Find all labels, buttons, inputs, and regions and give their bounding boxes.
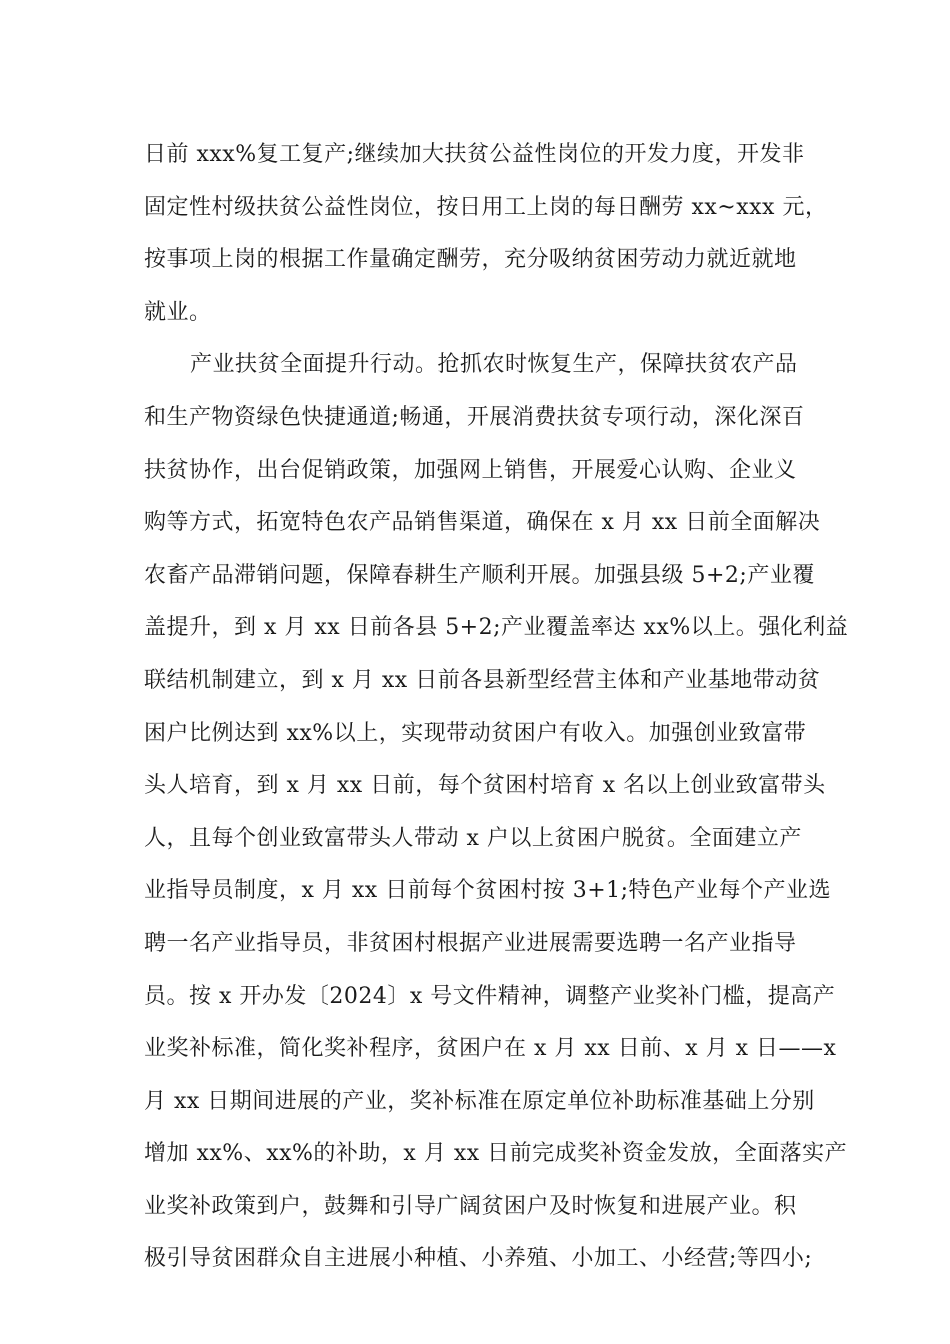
text-line: 头人培育，到 x 月 xx 日前，每个贫困村培育 x 名以上创业致富带头 xyxy=(144,773,826,799)
text-line: 扶贫协作，出台促销政策，加强网上销售，开展爱心认购、企业义 xyxy=(144,457,797,483)
text-line: 产业扶贫全面提升行动。抢抓农时恢复生产，保障扶贫农产品 xyxy=(190,352,798,378)
document-body xyxy=(144,129,849,1286)
text-line: 业奖补政策到户，鼓舞和引导广阔贫困户及时恢复和进展产业。积 xyxy=(144,1193,797,1219)
text-line: 按事项上岗的根据工作量确定酬劳，充分吸纳贫困劳动力就近就地 xyxy=(144,247,797,273)
text-line: 就业。 xyxy=(144,299,212,325)
text-line: 联结机制建立，到 x 月 xx 日前各县新型经营主体和产业基地带动贫 xyxy=(144,667,821,693)
paragraph-2 xyxy=(144,339,849,1286)
text-line: 增加 xx%、xx%的补助，x 月 xx 日前完成奖补资金发放，全面落实产 xyxy=(144,1141,848,1167)
text-line: 员。按 x 开办发〔2024〕x 号文件精神，调整产业奖补门槛，提高产 xyxy=(144,983,836,1009)
text-line: 业奖补标准，简化奖补程序，贫困户在 x 月 xx 日前、x 月 x 日——x xyxy=(144,1036,837,1062)
text-line: 购等方式，拓宽特色农产品销售渠道，确保在 x 月 xx 日前全面解决 xyxy=(144,510,821,536)
paragraph-1 xyxy=(144,129,828,339)
text-line: 极引导贫困群众自主进展小种植、小养殖、小加工、小经营;等四小; xyxy=(144,1246,813,1272)
text-line: 困户比例达到 xx%以上，实现带动贫困户有收入。加强创业致富带 xyxy=(144,720,807,746)
text-line: 固定性村级扶贫公益性岗位，按日用工上岗的每日酬劳 xx~xxx 元， xyxy=(144,194,828,220)
text-line: 日前 xxx%复工复产;继续加大扶贫公益性岗位的开发力度，开发非 xyxy=(144,142,805,167)
text-line: 盖提升，到 x 月 xx 日前各县 5+2;产业覆盖率达 xx%以上。强化利益 xyxy=(144,615,849,641)
text-line: 聘一名产业指导员，非贫困村根据产业进展需要选聘一名产业指导 xyxy=(144,930,797,956)
text-line: 业指导员制度，x 月 xx 日前每个贫困村按 3+1;特色产业每个产业选 xyxy=(144,878,832,904)
text-line: 和生产物资绿色快捷通道;畅通，开展消费扶贫专项行动，深化深百 xyxy=(144,404,805,430)
text-line: 人，且每个创业致富带头人带动 x 户以上贫困户脱贫。全面建立产 xyxy=(144,825,802,851)
text-line: 农畜产品滞销问题，保障春耕生产顺利开展。加强县级 5+2;产业覆 xyxy=(144,562,815,588)
text-line: 月 xx 日期间进展的产业，奖补标准在原定单位补助标准基础上分别 xyxy=(144,1088,815,1114)
